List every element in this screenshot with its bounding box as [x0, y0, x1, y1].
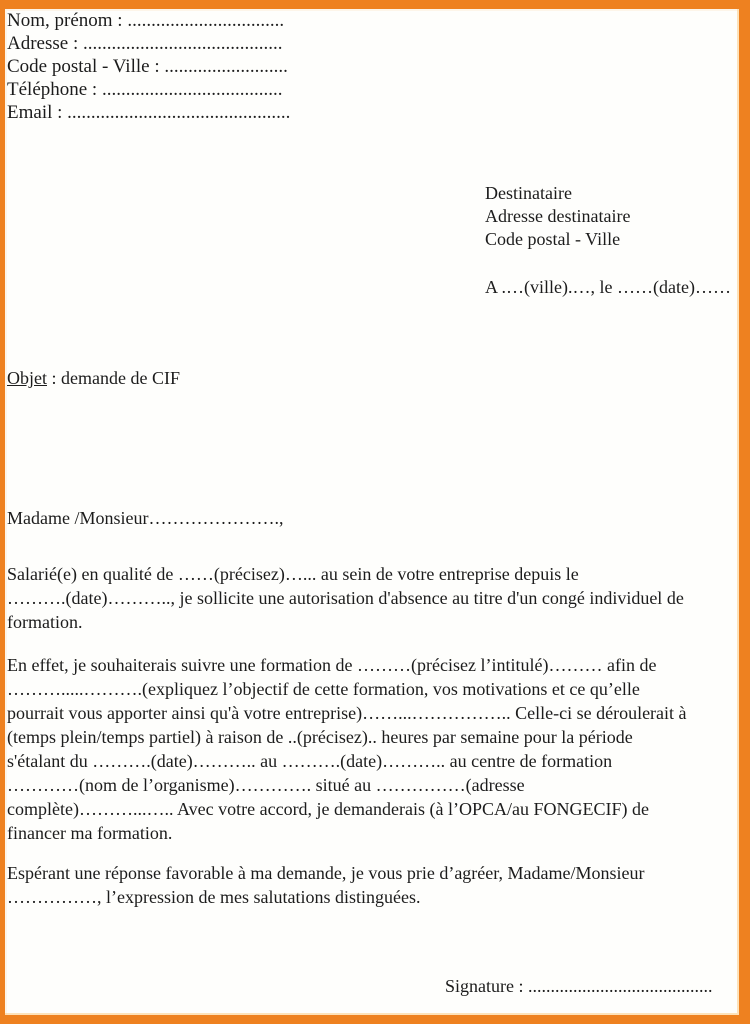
recipient-name-line: Destinataire — [485, 183, 572, 203]
recipient-block — [485, 182, 630, 251]
sender-block — [7, 9, 290, 124]
sender-phone-line: Téléphone : ...................................... — [7, 79, 283, 100]
paragraph-request — [7, 562, 739, 634]
body-line: (temps plein/temps partiel) à raison de ..(précisez).. heures par semaine pour la période — [7, 727, 633, 747]
salutation-line: Madame /Monsieur…………………., — [7, 508, 284, 528]
sender-name-line: Nom, prénom : ................................. — [7, 10, 285, 31]
signature-line: Signature : ......................................... — [445, 976, 713, 996]
subject-line — [7, 368, 180, 389]
body-line: ……….(date)……….., je sollicite une autorisation d'absence au titre d'un congé individuel de — [7, 588, 684, 608]
body-line: Espérant une réponse favorable à ma demande, je vous prie d’agréer, Madame/Monsieur — [7, 863, 645, 883]
body-line: pourrait vous apporter ainsi qu'à votre entreprise)……...…………….. Celle-ci se déroulerait à — [7, 703, 687, 723]
body-line: ……………, l’expression de mes salutations distinguées. — [7, 887, 421, 907]
body-line: complète)………...….. Avec votre accord, je demanderais (à l’OPCA/au FONGECIF) de — [7, 799, 649, 819]
sender-email-line: Email : ............................................... — [7, 102, 291, 123]
body-line: …………(nom de l’organisme)…………. situé au ……………(adresse — [7, 775, 525, 795]
recipient-postal-city-line: Code postal - Ville — [485, 229, 621, 249]
body-line: ……….....……….(expliquez l’objectif de cette formation, vos motivations et ce qu’elle — [7, 679, 640, 699]
sender-postal-city-line: Code postal - Ville : .......................... — [7, 56, 288, 77]
body-line: formation. — [7, 612, 83, 632]
body-line: s'étalant du ……….(date)……….. au ……….(date)……….. au centre de formation — [7, 751, 613, 771]
body-line: financer ma formation. — [7, 823, 173, 843]
paragraph-closing — [7, 861, 739, 909]
sender-address-line: Adresse : .......................................... — [7, 33, 283, 54]
recipient-address-line: Adresse destinataire — [485, 206, 631, 226]
subject-label: Objet — [7, 368, 47, 388]
place-date-line: A .…(ville).…, le ……(date)…… — [485, 277, 731, 297]
body-line: En effet, je souhaiterais suivre une formation de ………(précisez l’intitulé)……… afin de — [7, 655, 657, 675]
paragraph-training-details — [7, 653, 739, 845]
body-line: Salarié(e) en qualité de ……(précisez)…... au sein de votre entreprise depuis le — [7, 564, 579, 584]
subject-value: : demande de CIF — [47, 368, 180, 388]
